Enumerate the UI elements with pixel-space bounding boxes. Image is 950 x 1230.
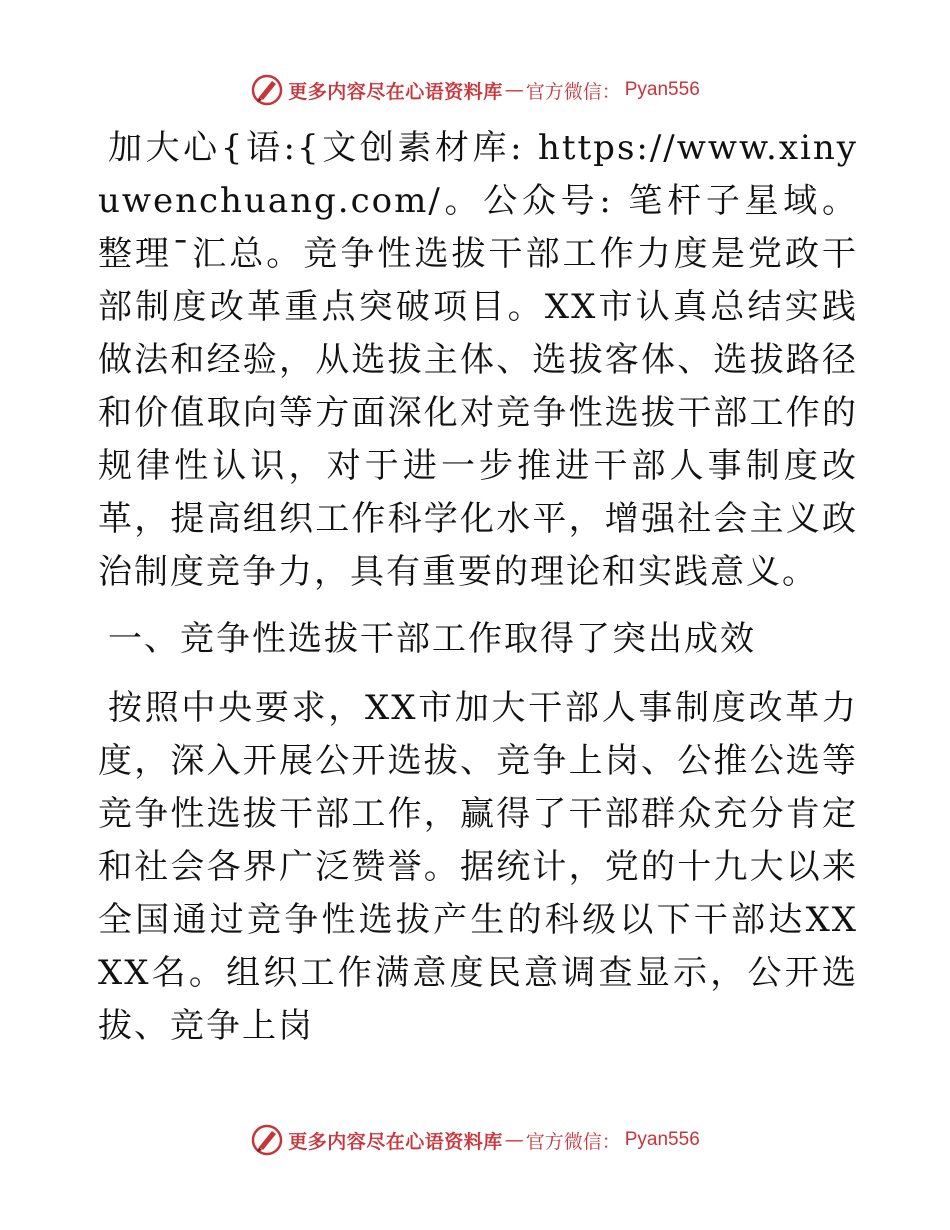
banner-site-name: 更多内容尽在心语资料库	[288, 80, 503, 103]
body-paragraph: 按照中央要求，XX市加大干部人事制度改革力度，深入开展公开选拔、竞争上岗、公推公选等竞争性选拔干部工作，赢得了干部群众充分肯定和社会各界广泛赞誉。据统计，党的十九大以来全国通过竞争性选拔产生的科级以下干部达XXXX名。组织工作满意度民意调查显示，公开选拔、竞争上岗	[98, 688, 858, 1046]
pen-logo-icon	[250, 1123, 284, 1157]
banner-official-label: 官方微信：	[525, 1130, 621, 1153]
banner-separator: —	[504, 1129, 524, 1151]
intro-paragraph: 加大心{语:{文创素材库: https://www.xinyuwenchuang.com/。公众号: 笔杆子星域。整理¯汇总。竞争性选拔干部工作力度是党政干部制度改革重点突破项目。XX市认真总结实践做法和经验，从选拔主体、选拔客体、选拔路径和价值取向等方面深化对竞争性选拔干部工作的规律性认识，对于进一步推进干部人事制度改革，提高组织工作科学化水平，增强社会主义政治制度竞争力，具有重要的理论和实践意义。	[98, 128, 858, 592]
pen-logo-icon	[250, 73, 284, 107]
banner-wechat-account: Pyan556	[624, 79, 700, 100]
section-heading: 一、竞争性选拔干部工作取得了突出成效	[108, 619, 756, 659]
document-body	[98, 122, 858, 1053]
banner-site-name: 更多内容尽在心语资料库	[288, 1130, 503, 1153]
banner-wechat-account: Pyan556	[624, 1129, 700, 1150]
header-watermark-banner	[0, 70, 950, 110]
banner-official-label: 官方微信：	[525, 80, 621, 103]
banner-separator: —	[504, 79, 524, 101]
footer-watermark-banner	[0, 1120, 950, 1160]
